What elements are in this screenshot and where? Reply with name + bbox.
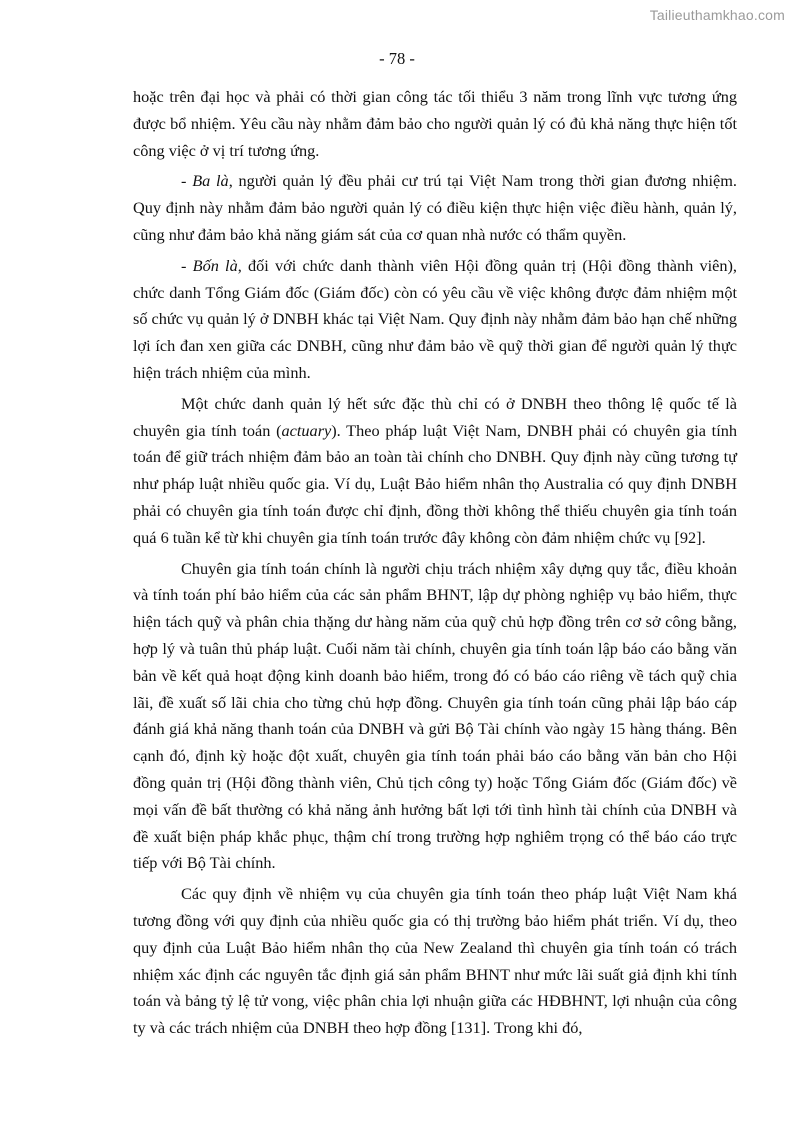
paragraph-body: , người quản lý đều phải cư trú tại Việt Nam trong thời gian đương nhiệm. Quy định này nhằm đảm bảo người quản lý có điều kiện thực hiện việc điều hành, quản lý, cũng như đảm bảo khả năng giám sát của cơ quan nhà nước có thẩm quyền. xyxy=(133,171,737,244)
paragraph-ba-la xyxy=(133,168,737,248)
paragraph-lead-term: Bốn là xyxy=(192,255,238,275)
paragraph-lead-term: Ba là xyxy=(192,171,229,191)
paragraph-body-end: ). Theo pháp luật Việt Nam, DNBH phải có chuyên gia tính toán để giữ trách nhiệm đảm bảo an toàn tài chính cho DNBH. Quy định này cũng tương tự như pháp luật nhiều quốc gia. Ví dụ, Luật Bảo hiểm nhân thọ Australia có quy định DNBH phải có chuyên gia tính toán được chỉ định, đồng thời không thể thiếu chuyên gia tính toán quá 6 tuần kể từ khi chuyên gia tính toán trước đây không còn đảm nhiệm chức vụ [92]. xyxy=(133,420,738,547)
paragraph-body-start: Một chức danh quản lý hết sức đặc thù chỉ có ở DNBH theo thông lệ quốc tế là chuyên gia tính toán ( xyxy=(133,393,737,440)
paragraph-comparison: Các quy định về nhiệm vụ của chuyên gia tính toán theo pháp luật Việt Nam khá tương đồng với quy định của nhiều quốc gia có thị trường bảo hiểm phát triển. Ví dụ, theo quy định của Luật Bảo hiểm nhân thọ của New Zealand thì chuyên gia tính toán có trách nhiệm xác định các nguyên tắc định giá sản phẩm BHNT như mức lãi suất giả định khi tính toán và bảng tỷ lệ tử vong, việc phân chia lợi nhuận giữa các HĐBHNT, lợi nhuận của công ty và các trách nhiệm của DNBH theo hợp đồng [131]. Trong khi đó, xyxy=(133,884,737,1038)
paragraph-bon-la xyxy=(133,253,737,387)
paragraph-continuation: hoặc trên đại học và phải có thời gian công tác tối thiểu 3 năm trong lĩnh vực tương ứng được bổ nhiệm. Yêu cầu này nhằm đảm bảo cho người quản lý có đủ khả năng thực hiện tốt công việc ở vị trí tương ứng. xyxy=(133,87,737,160)
page-number: - 78 - xyxy=(379,49,415,68)
list-dash: - xyxy=(181,171,193,191)
list-dash: - xyxy=(181,255,193,275)
watermark: Tailieuthamkhao.com xyxy=(649,7,785,23)
paragraph-actuary xyxy=(133,391,737,552)
paragraph-emphasis-term: actuary xyxy=(281,420,332,440)
document-body xyxy=(133,84,737,1046)
paragraph-actuary-duties: Chuyên gia tính toán chính là người chịu trách nhiệm xây dựng quy tắc, điều khoản và tính toán phí bảo hiểm của các sản phẩm BHNT, lập dự phòng nghiệp vụ bảo hiểm, thực hiện tách quỹ và phân chia thặng dư hàng năm của quỹ chủ hợp đồng trên cơ sở công bằng, hợp lý và tuân thủ pháp luật. Cuối năm tài chính, chuyên gia tính toán lập báo cáo bằng văn bản về kết quả hoạt động kinh doanh bảo hiểm, trong đó có báo cáo riêng về tách quỹ chia lãi, đề xuất số lãi chia cho từng chủ hợp đồng. Chuyên gia tính toán cũng phải lập báo cáp đánh giá khả năng thanh toán của DNBH và gửi Bộ Tài chính vào ngày 15 hàng tháng. Bên cạnh đó, định kỳ hoặc đột xuất, chuyên gia tính toán phải báo cáo bằng văn bản cho Hội đồng quản trị (Hội đồng thành viên, Chủ tịch công ty) hoặc Tổng Giám đốc (Giám đốc) về mọi vấn đề bất thường có khả năng ảnh hưởng bất lợi tới tình hình tài chính của DNBH và đề xuất biện pháp khắc phục, thậm chí trong trường hợp nghiêm trọng có thể báo cáo trực tiếp với Bộ Tài chính. xyxy=(133,558,737,873)
paragraph-body: , đối với chức danh thành viên Hội đồng quản trị (Hội đồng thành viên), chức danh Tổng Giám đốc (Giám đốc) còn có yêu cầu về việc không được đảm nhiệm một số chức vụ quản lý ở DNBH khác tại Việt Nam. Quy định này nhằm đảm bảo hạn chế những lợi ích đan xen giữa các DNBH, cũng như đảm bảo về quỹ thời gian để người quản lý thực hiện trách nhiệm của mình. xyxy=(133,255,738,382)
